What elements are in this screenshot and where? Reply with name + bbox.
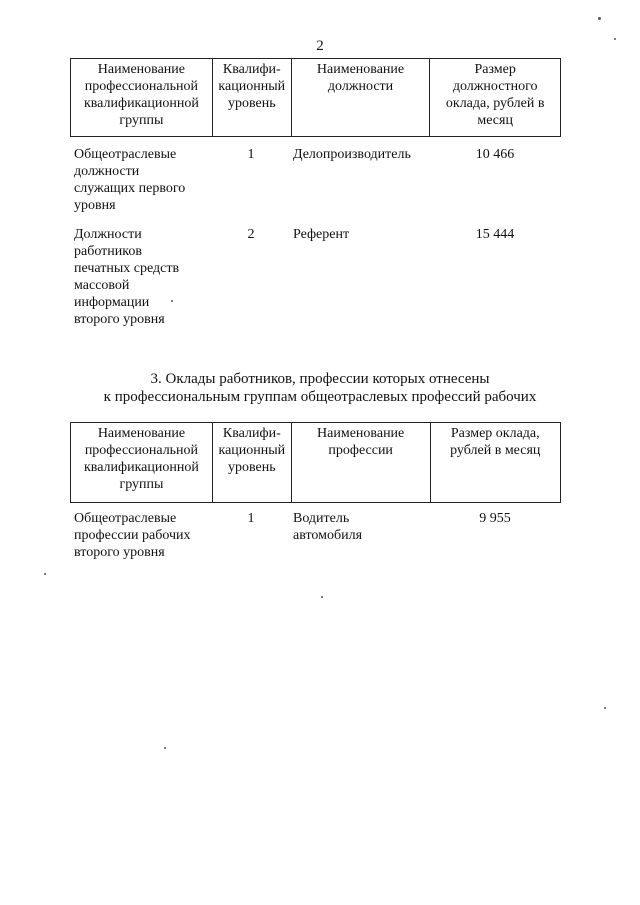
header-qualification-level: Квалифи-кационный уровень bbox=[212, 59, 291, 137]
header-group-name: Наименование профессиональной квалификационной группы bbox=[71, 423, 213, 503]
scan-speck bbox=[44, 573, 46, 575]
header-qualification-level: Квалифи-кационный уровень bbox=[212, 423, 291, 503]
salary-table-1-body bbox=[74, 146, 564, 336]
scan-speck bbox=[598, 17, 601, 20]
table-row bbox=[74, 146, 564, 226]
salary-table-2-body bbox=[74, 510, 564, 570]
group-name: Общеотраслевые должности служащих первого уровня bbox=[74, 147, 186, 213]
header-position-name: Наименование должности bbox=[291, 59, 430, 137]
salary-table-2-header bbox=[70, 422, 561, 503]
table-row bbox=[74, 510, 564, 570]
scan-speck bbox=[604, 707, 606, 709]
scan-speck bbox=[171, 300, 173, 302]
section-3-heading-line-1: 3. Оклады работников, профессии которых отнесены bbox=[150, 371, 490, 387]
page-number: 2 bbox=[316, 38, 324, 54]
salary-value: 15 444 bbox=[475, 227, 515, 242]
header-profession-name: Наименование профессии bbox=[291, 423, 430, 503]
qualification-level: 2 bbox=[247, 227, 255, 242]
group-name: Должности работников печатных средств массовой информации второго уровня bbox=[74, 227, 180, 327]
scan-speck bbox=[164, 747, 166, 749]
table-row bbox=[74, 226, 564, 336]
group-name: Общеотраслевые профессии рабочих второго уровня bbox=[74, 511, 191, 560]
header-salary: Размер оклада, рублей в месяц bbox=[430, 423, 560, 503]
header-salary: Размер должностного оклада, рублей в месяц bbox=[430, 59, 561, 137]
position-name: Делопроизводитель bbox=[293, 147, 411, 162]
profession-name: Водитель автомобиля bbox=[293, 511, 363, 543]
scan-speck bbox=[614, 38, 616, 40]
salary-table-1-header bbox=[70, 58, 561, 137]
qualification-level: 1 bbox=[247, 147, 255, 162]
header-group-name: Наименование профессиональной квалификационной группы bbox=[71, 59, 213, 137]
salary-value: 9 955 bbox=[479, 511, 511, 526]
position-name: Референт bbox=[293, 227, 350, 242]
salary-value: 10 466 bbox=[475, 147, 515, 162]
scan-speck bbox=[321, 596, 323, 598]
section-3-heading-line-2: к профессиональным группам общеотраслевых профессий рабочих bbox=[103, 389, 537, 405]
qualification-level: 1 bbox=[247, 511, 255, 526]
